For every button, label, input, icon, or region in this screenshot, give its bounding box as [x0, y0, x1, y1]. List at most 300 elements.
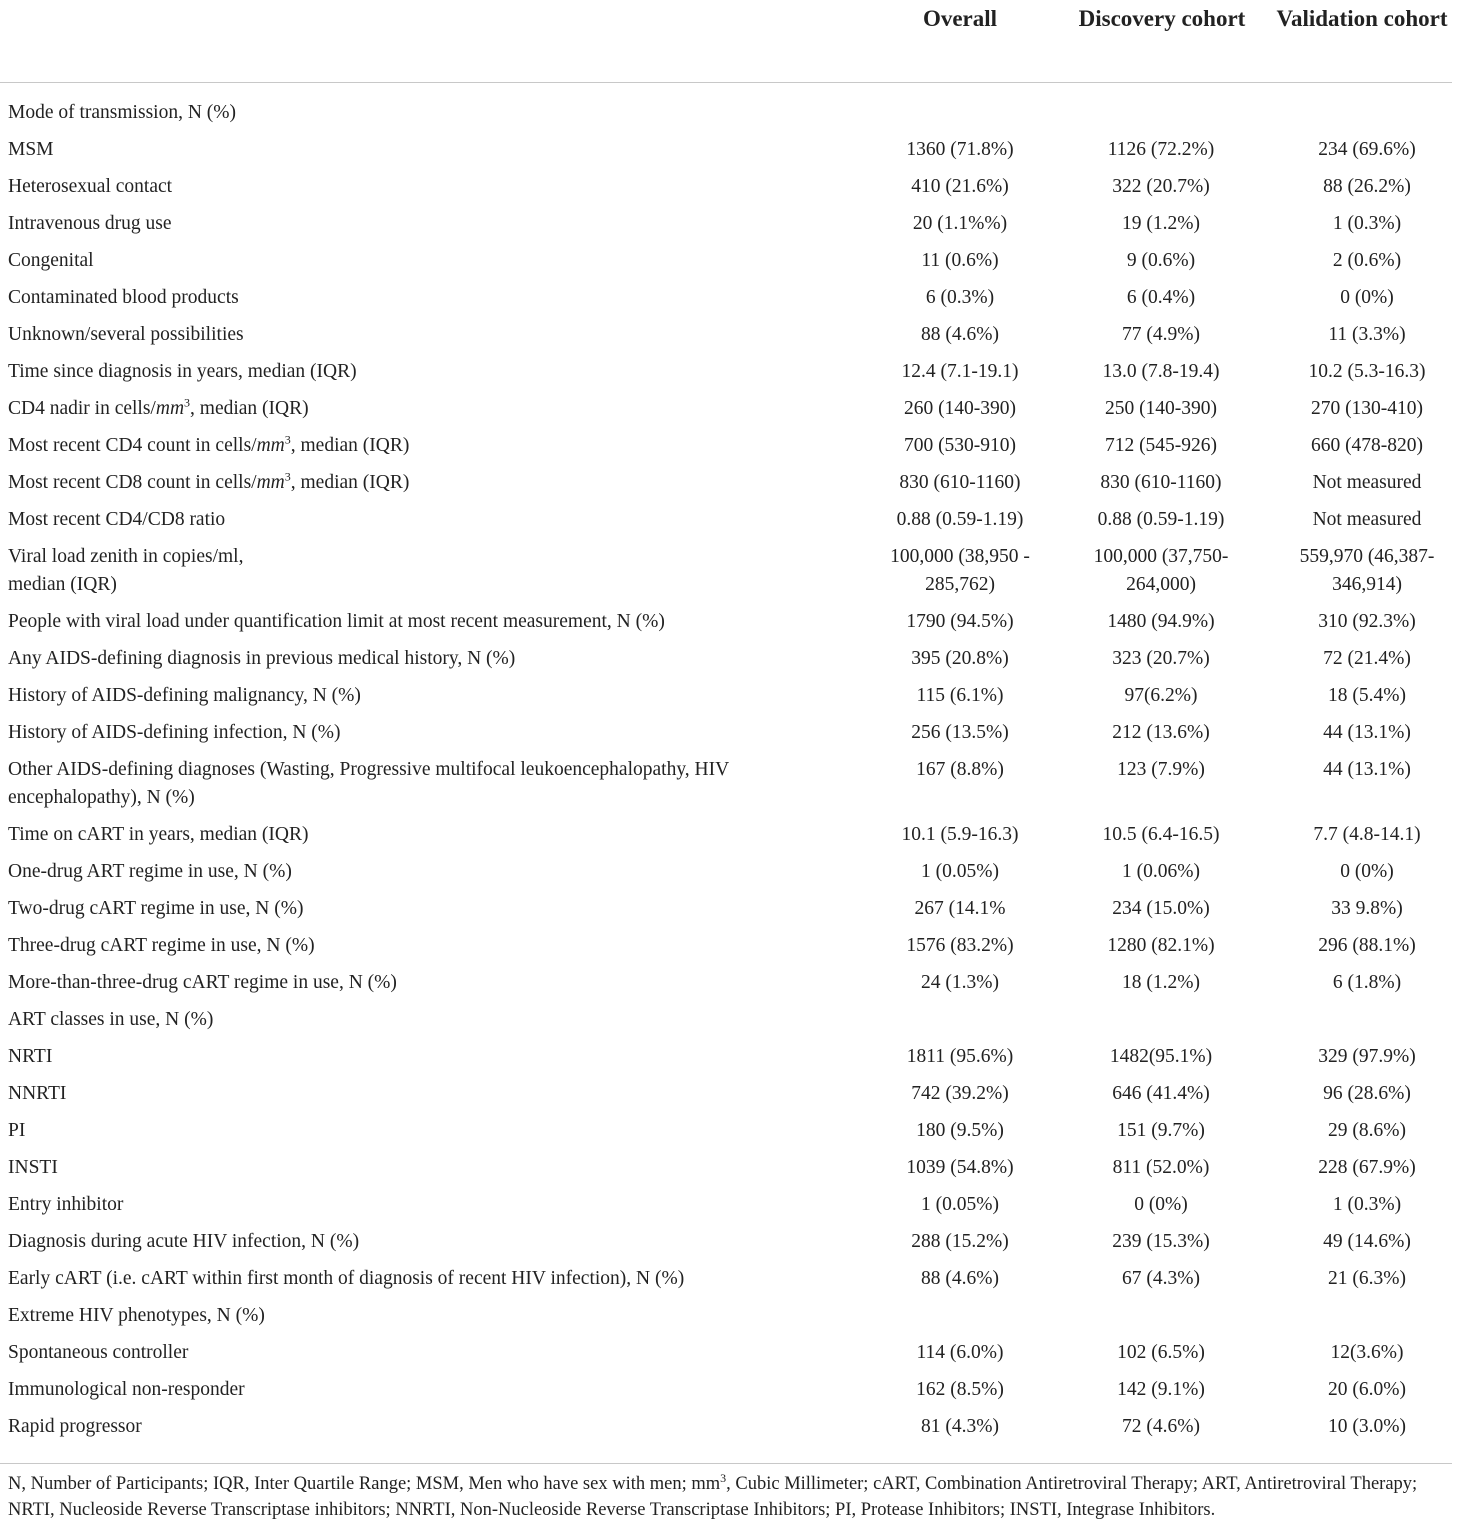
cell-discovery: [1060, 891, 1262, 928]
cell-validation-value: 559,970 (46,387-: [1299, 546, 1435, 567]
cell-discovery-value: 13.0 (7.8-19.4): [1102, 361, 1220, 382]
table-row: [0, 1224, 1452, 1261]
cell-overall-value: 100,000 (38,950 -: [890, 546, 1030, 567]
cell-validation: [1262, 1113, 1452, 1150]
cell-validation-value: 21 (6.3%): [1328, 1268, 1406, 1289]
cell-validation-value: 10 (3.0%): [1328, 1416, 1406, 1437]
cell-discovery-value: 142 (9.1%): [1117, 1379, 1205, 1400]
row-label: [0, 354, 860, 391]
row-label: [0, 891, 860, 928]
row-label-text: Other AIDS-defining diagnoses (Wasting, Progressive multifocal leukoencephalopathy, HIV: [8, 759, 730, 780]
cell-overall-value: 1576 (83.2%): [906, 935, 1014, 956]
cell-discovery-value: 0.88 (0.59-1.19): [1097, 509, 1225, 530]
footnote-superscript: 3: [720, 1470, 727, 1485]
cell-overall: [860, 206, 1060, 243]
cell-overall-value: 395 (20.8%): [911, 648, 1009, 669]
cell-discovery-value: 212 (13.6%): [1112, 722, 1210, 743]
cell-validation: [1262, 428, 1452, 465]
cell-validation-value: 33 9.8%): [1331, 898, 1403, 919]
cell-discovery-value: 10.5 (6.4-16.5): [1102, 824, 1220, 845]
footnote-text-end: , Cubic Millimeter; cART, Combination Antiretroviral Therapy; ART, Antiretroviral Therapy; NRTI, Nucleoside Reverse Transcriptase inhibitors; NNRTI, Non-Nucleoside Reverse Transcriptase Inhibitors; PI, Protease Inhibitors; INSTI, Integrase Inhibitors.: [8, 1474, 1418, 1520]
cell-validation: [1262, 1002, 1452, 1039]
cell-discovery: [1060, 539, 1262, 604]
cell-discovery-value: 1482(95.1%): [1109, 1046, 1213, 1067]
row-label: [0, 965, 860, 1002]
cell-overall-value: 12.4 (7.1-19.1): [901, 361, 1019, 382]
table-footnote: [8, 1471, 1458, 1523]
row-label: [0, 95, 860, 132]
row-label-text: People with viral load under quantification limit at most recent measurement, N (%): [8, 611, 665, 632]
cell-overall: [860, 391, 1060, 428]
cell-validation: [1262, 502, 1452, 539]
cell-validation-value: 72 (21.4%): [1323, 648, 1411, 669]
cell-overall: [860, 1113, 1060, 1150]
row-label-text: Extreme HIV phenotypes, N (%): [8, 1305, 265, 1326]
table-row: [0, 539, 1452, 604]
row-label-text-end: , median (IQR): [290, 472, 410, 493]
cell-overall-value: 256 (13.5%): [911, 722, 1009, 743]
cell-overall-value: 114 (6.0%): [916, 1342, 1004, 1363]
row-label-unit: mm: [256, 435, 285, 456]
row-label-text-end: , median (IQR): [190, 398, 309, 419]
cell-overall: [860, 891, 1060, 928]
table-row: [0, 854, 1452, 891]
cell-discovery: [1060, 1187, 1262, 1224]
cell-validation: [1262, 715, 1452, 752]
cell-validation-value: 2 (0.6%): [1332, 250, 1402, 271]
cell-discovery-value: 77 (4.9%): [1122, 324, 1200, 345]
table-row: [0, 95, 1452, 132]
cell-discovery: [1060, 678, 1262, 715]
cell-validation: [1262, 1150, 1452, 1187]
cell-discovery: [1060, 1335, 1262, 1372]
row-label: [0, 317, 860, 354]
cell-validation-value: 10.2 (5.3-16.3): [1308, 361, 1426, 382]
cell-validation: [1262, 465, 1452, 502]
row-label: [0, 280, 860, 317]
row-label: [0, 1372, 860, 1409]
cell-discovery: [1060, 280, 1262, 317]
cell-validation: [1262, 965, 1452, 1002]
cohort-characteristics-table: [0, 95, 1452, 1446]
cell-discovery: [1060, 132, 1262, 169]
row-label: [0, 502, 860, 539]
cell-validation-value: 234 (69.6%): [1318, 139, 1416, 160]
cell-validation: [1262, 1335, 1452, 1372]
row-label: [0, 752, 860, 817]
cell-validation: [1262, 604, 1452, 641]
cell-overall-value: 180 (9.5%): [916, 1120, 1004, 1141]
cell-validation-value: 6 (1.8%): [1332, 972, 1402, 993]
cell-overall: [860, 678, 1060, 715]
row-label-text: Unknown/several possibilities: [8, 324, 244, 345]
cell-validation-value: Not measured: [1312, 472, 1422, 493]
cell-discovery: [1060, 317, 1262, 354]
cell-validation-value: 18 (5.4%): [1328, 685, 1406, 706]
cell-discovery: [1060, 1113, 1262, 1150]
cell-overall: [860, 1335, 1060, 1372]
cell-discovery-value: 323 (20.7%): [1112, 648, 1210, 669]
cell-overall-value: 10.1 (5.9-16.3): [901, 824, 1019, 845]
cell-validation: [1262, 678, 1452, 715]
row-label: [0, 715, 860, 752]
row-label-text: History of AIDS-defining infection, N (%): [8, 722, 341, 743]
cell-overall-value: 88 (4.6%): [921, 324, 999, 345]
cell-validation-value: 329 (97.9%): [1318, 1046, 1416, 1067]
cell-overall: [860, 1150, 1060, 1187]
cell-discovery-value: 1 (0.06%): [1122, 861, 1200, 882]
cell-validation-value: 12(3.6%): [1330, 1342, 1404, 1363]
row-label-text: Heterosexual contact: [8, 176, 173, 197]
cell-validation: [1262, 280, 1452, 317]
cell-overall-value: 742 (39.2%): [911, 1083, 1009, 1104]
column-header-discovery: Discovery cohort: [1078, 6, 1246, 31]
cell-overall: [860, 1409, 1060, 1446]
row-label: [0, 428, 860, 465]
cell-discovery: [1060, 1002, 1262, 1039]
cell-discovery-value: 67 (4.3%): [1122, 1268, 1200, 1289]
cell-overall: [860, 928, 1060, 965]
cell-overall: [860, 1372, 1060, 1409]
row-label-text: Any AIDS-defining diagnosis in previous medical history, N (%): [8, 648, 516, 669]
table-row: [0, 678, 1452, 715]
cell-discovery: [1060, 169, 1262, 206]
table-row: [0, 354, 1452, 391]
row-label: [0, 465, 860, 502]
table-row: [0, 604, 1452, 641]
cell-validation-value: 96 (28.6%): [1323, 1083, 1411, 1104]
cell-discovery: [1060, 817, 1262, 854]
cell-discovery: [1060, 1224, 1262, 1261]
row-label: [0, 169, 860, 206]
row-label-text: Most recent CD4/CD8 ratio: [8, 509, 226, 530]
cell-validation: [1262, 132, 1452, 169]
cell-discovery: [1060, 965, 1262, 1002]
cell-validation-value: 0 (0%): [1340, 861, 1394, 882]
cell-overall: [860, 280, 1060, 317]
row-label-text: One-drug ART regime in use, N (%): [8, 861, 292, 882]
cell-overall: [860, 1261, 1060, 1298]
cell-validation-value: 44 (13.1%): [1323, 722, 1411, 743]
cell-validation: [1262, 817, 1452, 854]
row-label: [0, 928, 860, 965]
row-label-text-line2: median (IQR): [8, 574, 117, 595]
cell-validation: [1262, 1224, 1452, 1261]
cell-discovery-value: 1480 (94.9%): [1107, 611, 1215, 632]
cell-validation: [1262, 891, 1452, 928]
table-header: [0, 0, 1460, 84]
row-label: [0, 641, 860, 678]
cell-discovery: [1060, 1039, 1262, 1076]
cell-validation: [1262, 95, 1452, 132]
table-row: [0, 1150, 1452, 1187]
table-row: [0, 928, 1452, 965]
table-row: [0, 317, 1452, 354]
table-row: [0, 502, 1452, 539]
cell-discovery: [1060, 206, 1262, 243]
table-row: [0, 817, 1452, 854]
cell-discovery: [1060, 1372, 1262, 1409]
table-row: [0, 132, 1452, 169]
cell-overall: [860, 1298, 1060, 1335]
row-label-text: Rapid progressor: [8, 1416, 142, 1437]
row-label-text: PI: [8, 1120, 26, 1141]
cell-overall: [860, 243, 1060, 280]
row-label-text: More-than-three-drug cART regime in use, N (%): [8, 972, 397, 993]
table-row: [0, 1335, 1452, 1372]
cell-overall-value: 288 (15.2%): [911, 1231, 1009, 1252]
table-row: [0, 206, 1452, 243]
row-label-text: Intravenous drug use: [8, 213, 172, 234]
cell-validation-value: Not measured: [1312, 509, 1422, 530]
row-label-unit: mm: [256, 472, 285, 493]
cell-overall: [860, 1039, 1060, 1076]
cell-validation-value: 660 (478-820): [1310, 435, 1424, 456]
cell-validation: [1262, 243, 1452, 280]
cell-discovery-value: 712 (545-926): [1104, 435, 1218, 456]
row-label-text: Congenital: [8, 250, 94, 271]
row-label-text: Mode of transmission, N (%): [8, 102, 237, 123]
table-row: [0, 243, 1452, 280]
row-label-text: Early cART (i.e. cART within first month of diagnosis of recent HIV infection), N (%): [8, 1268, 685, 1289]
cell-discovery: [1060, 1261, 1262, 1298]
cell-discovery: [1060, 752, 1262, 817]
cell-overall-value: 1 (0.05%): [921, 1194, 999, 1215]
cell-overall-value: 1790 (94.5%): [906, 611, 1014, 632]
cell-validation: [1262, 1372, 1452, 1409]
row-label: [0, 1076, 860, 1113]
cell-validation: [1262, 854, 1452, 891]
cell-validation-value: 296 (88.1%): [1318, 935, 1416, 956]
cell-validation-value: 310 (92.3%): [1318, 611, 1416, 632]
cell-overall: [860, 428, 1060, 465]
cell-validation: [1262, 317, 1452, 354]
cell-overall: [860, 817, 1060, 854]
cell-validation-value: 29 (8.6%): [1328, 1120, 1406, 1141]
table-row: [0, 1002, 1452, 1039]
row-label-text: Immunological non-responder: [8, 1379, 245, 1400]
cell-discovery-value: 811 (52.0%): [1112, 1157, 1210, 1178]
row-label: [0, 1409, 860, 1446]
cell-overall-value: 267 (14.1%: [914, 898, 1006, 919]
cell-overall: [860, 752, 1060, 817]
cell-discovery-value: 19 (1.2%): [1122, 213, 1200, 234]
row-label: [0, 678, 860, 715]
cell-discovery-value: 239 (15.3%): [1112, 1231, 1210, 1252]
row-label: [0, 391, 860, 428]
cell-validation-value: 49 (14.6%): [1323, 1231, 1411, 1252]
cell-discovery-value: 100,000 (37,750-: [1093, 546, 1229, 567]
cell-overall: [860, 715, 1060, 752]
row-label: [0, 539, 860, 604]
cell-discovery: [1060, 502, 1262, 539]
cell-validation-value: 228 (67.9%): [1318, 1157, 1416, 1178]
cell-validation-value: 0 (0%): [1340, 287, 1394, 308]
row-label-text: Time since diagnosis in years, median (IQR): [8, 361, 357, 382]
row-label-unit: mm: [155, 398, 185, 419]
cell-validation: [1262, 1409, 1452, 1446]
row-label: [0, 1335, 860, 1372]
table-row: [0, 1113, 1452, 1150]
row-label: [0, 854, 860, 891]
cell-validation: [1262, 391, 1452, 428]
cell-overall-value-line2: 285,762): [925, 574, 995, 595]
cell-overall-value: 700 (530-910): [903, 435, 1017, 456]
table-row: [0, 1076, 1452, 1113]
cell-validation-value: 1 (0.3%): [1332, 213, 1402, 234]
cell-discovery: [1060, 1409, 1262, 1446]
table-row: [0, 965, 1452, 1002]
cell-discovery: [1060, 928, 1262, 965]
cell-validation: [1262, 1076, 1452, 1113]
row-label-text-line2: encephalopathy), N (%): [8, 787, 195, 808]
cell-validation: [1262, 206, 1452, 243]
table-row: [0, 715, 1452, 752]
cell-discovery: [1060, 604, 1262, 641]
row-label: [0, 1150, 860, 1187]
table-row: [0, 428, 1452, 465]
cell-overall-value: 81 (4.3%): [921, 1416, 999, 1437]
cell-overall-value: 260 (140-390): [903, 398, 1017, 419]
row-label-text: Time on cART in years, median (IQR): [8, 824, 309, 845]
cell-discovery-value: 1280 (82.1%): [1107, 935, 1215, 956]
cell-discovery-value: 72 (4.6%): [1122, 1416, 1200, 1437]
cell-overall: [860, 641, 1060, 678]
cell-overall-value: 1039 (54.8%): [906, 1157, 1014, 1178]
row-label: [0, 1113, 860, 1150]
cell-discovery: [1060, 428, 1262, 465]
table-body: [0, 95, 1452, 1446]
cell-validation-value: 7.7 (4.8-14.1): [1313, 824, 1421, 845]
cell-overall-value: 830 (610-1160): [899, 472, 1021, 493]
column-header-validation: Validation cohort: [1276, 6, 1448, 31]
table-row: [0, 169, 1452, 206]
table-row: [0, 1039, 1452, 1076]
cell-overall: [860, 502, 1060, 539]
row-label: [0, 604, 860, 641]
table-row: [0, 1187, 1452, 1224]
cell-validation: [1262, 928, 1452, 965]
cell-overall: [860, 95, 1060, 132]
row-label-text: Viral load zenith in copies/ml,: [8, 546, 244, 567]
cell-validation: [1262, 1261, 1452, 1298]
row-label-text: CD4 nadir in cells/: [8, 398, 156, 419]
cell-overall-value: 1811 (95.6%): [906, 1046, 1014, 1067]
table-row: [0, 1261, 1452, 1298]
cell-overall: [860, 132, 1060, 169]
row-label-text: Spontaneous controller: [8, 1342, 189, 1363]
row-label-text: History of AIDS-defining malignancy, N (%): [8, 685, 361, 706]
row-label-text: Three-drug cART regime in use, N (%): [8, 935, 315, 956]
cell-validation-value: 44 (13.1%): [1323, 759, 1411, 780]
cell-discovery-value: 102 (6.5%): [1117, 1342, 1205, 1363]
cell-overall-value: 115 (6.1%): [916, 685, 1004, 706]
row-label-text-end: , median (IQR): [290, 435, 410, 456]
footnote-text-start: N, Number of Participants; IQR, Inter Quartile Range; MSM, Men who have sex with men; mm: [8, 1474, 721, 1494]
cell-overall: [860, 539, 1060, 604]
row-label-text: Entry inhibitor: [8, 1194, 124, 1215]
cell-discovery: [1060, 641, 1262, 678]
cell-overall: [860, 854, 1060, 891]
row-label-text: MSM: [8, 139, 54, 160]
cell-overall-value: 20 (1.1%%): [912, 213, 1008, 234]
cell-validation: [1262, 641, 1452, 678]
cell-validation-value: 20 (6.0%): [1328, 1379, 1406, 1400]
table-row: [0, 641, 1452, 678]
header-divider: [0, 82, 1452, 83]
cell-discovery-value: 0 (0%): [1134, 1194, 1188, 1215]
cell-overall: [860, 604, 1060, 641]
cell-validation-value: 1 (0.3%): [1332, 1194, 1402, 1215]
cell-discovery-value: 18 (1.2%): [1122, 972, 1200, 993]
table-row: [0, 891, 1452, 928]
table-row: [0, 465, 1452, 502]
row-label: [0, 1039, 860, 1076]
table-row: [0, 1409, 1452, 1446]
cell-discovery-value-line2: 264,000): [1126, 574, 1196, 595]
cell-discovery-value: 234 (15.0%): [1112, 898, 1210, 919]
cell-discovery: [1060, 465, 1262, 502]
cell-overall-value: 1360 (71.8%): [906, 139, 1014, 160]
row-label: [0, 243, 860, 280]
cell-discovery: [1060, 854, 1262, 891]
cell-overall: [860, 1002, 1060, 1039]
column-header-overall: Overall: [922, 6, 998, 31]
row-label-text: NRTI: [8, 1046, 53, 1067]
cell-validation: [1262, 539, 1452, 604]
table-row: [0, 1372, 1452, 1409]
cell-validation: [1262, 1187, 1452, 1224]
table-row: [0, 1298, 1452, 1335]
row-label-text: Most recent CD4 count in cells/: [8, 435, 257, 456]
cell-discovery: [1060, 715, 1262, 752]
cell-discovery-value: 646 (41.4%): [1112, 1083, 1210, 1104]
cell-overall-value: 24 (1.3%): [921, 972, 999, 993]
cell-discovery: [1060, 1150, 1262, 1187]
cell-overall-value: 1 (0.05%): [921, 861, 999, 882]
cell-discovery: [1060, 243, 1262, 280]
row-label-text: ART classes in use, N (%): [8, 1009, 214, 1030]
cell-validation-value: 88 (26.2%): [1323, 176, 1411, 197]
cell-overall-value: 88 (4.6%): [921, 1268, 999, 1289]
cell-overall: [860, 317, 1060, 354]
cell-overall: [860, 1076, 1060, 1113]
cell-overall: [860, 1187, 1060, 1224]
cell-discovery-value: 97(6.2%): [1124, 685, 1198, 706]
row-label-text: Diagnosis during acute HIV infection, N (%): [8, 1231, 360, 1252]
cell-validation-value: 11 (3.3%): [1328, 324, 1406, 345]
row-label: [0, 1002, 860, 1039]
cell-validation: [1262, 1039, 1452, 1076]
row-label: [0, 206, 860, 243]
cell-validation: [1262, 752, 1452, 817]
table-row: [0, 752, 1452, 817]
cell-validation-value: 270 (130-410): [1310, 398, 1424, 419]
cell-discovery-value: 250 (140-390): [1104, 398, 1218, 419]
row-label: [0, 817, 860, 854]
cell-discovery-value: 830 (610-1160): [1100, 472, 1222, 493]
row-label-text: NNRTI: [8, 1083, 67, 1104]
cell-discovery-value: 322 (20.7%): [1112, 176, 1210, 197]
row-label: [0, 1224, 860, 1261]
cell-validation-value-line2: 346,914): [1332, 574, 1402, 595]
row-label-text: Most recent CD8 count in cells/: [8, 472, 257, 493]
row-label: [0, 1187, 860, 1224]
cell-discovery: [1060, 354, 1262, 391]
cell-discovery: [1060, 391, 1262, 428]
row-label-text: Two-drug cART regime in use, N (%): [8, 898, 304, 919]
cell-overall: [860, 1224, 1060, 1261]
